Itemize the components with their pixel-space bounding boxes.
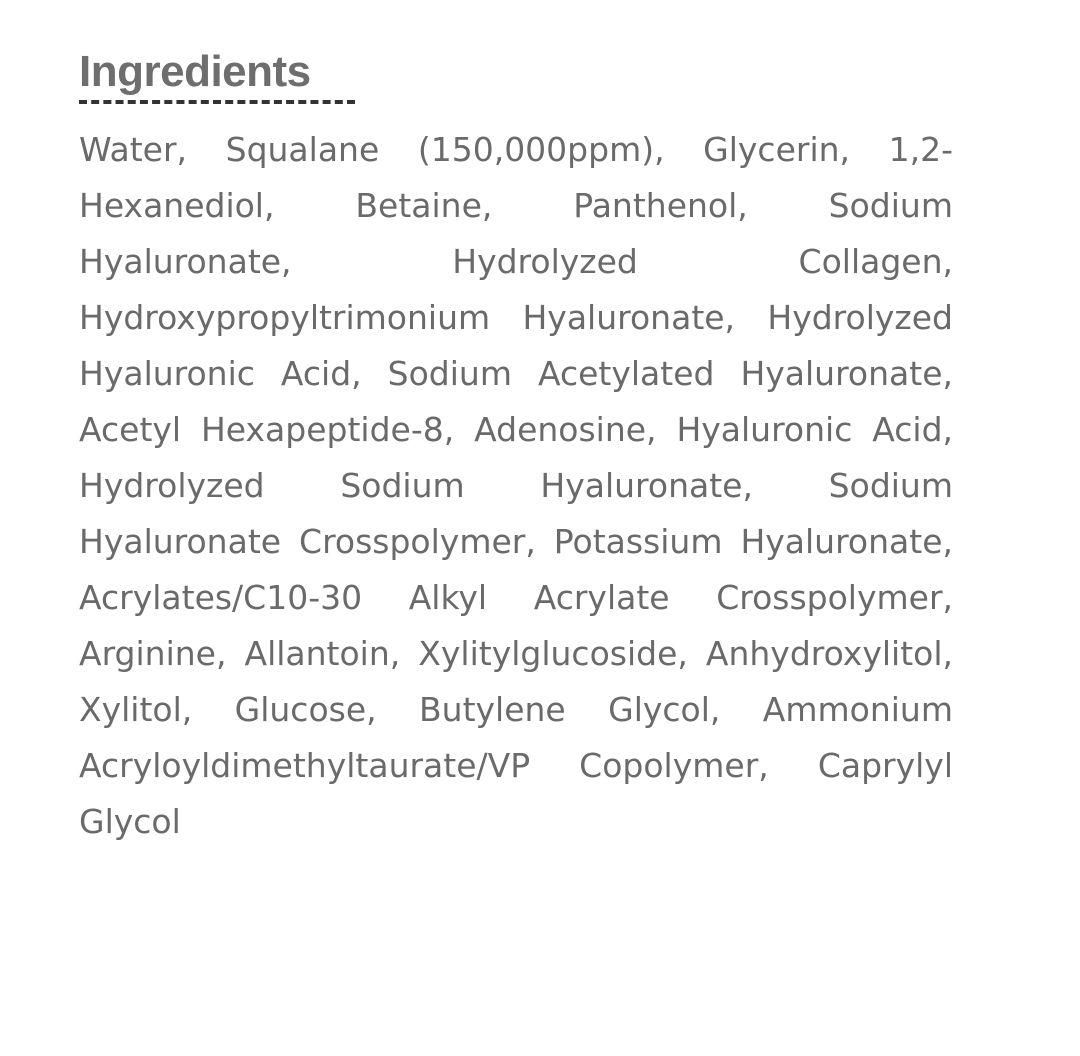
heading-dashed-underline	[79, 100, 355, 104]
ingredients-heading: Ingredients	[79, 47, 311, 96]
ingredients-list-text: Water, Squalane (150,000ppm), Glycerin, 1,2-Hexanediol, Betaine, Panthenol, Sodium Hyaluronate, Hydrolyzed Collagen, Hydroxypropyltrimonium Hyaluronate, Hydrolyzed Hyaluronic Acid, Sodium Acetylated Hyaluronate, Acetyl Hexapeptide-8, Adenosine, Hyaluronic Acid, Hydrolyzed Sodium Hyaluronate, Sodium Hyaluronate Crosspolymer, Potassium Hyaluronate, Acrylates/C10-30 Alkyl Acrylate Crosspolymer, Arginine, Allantoin, Xylitylglucoside, Anhydroxylitol, Xylitol, Glucose, Butylene Glycol, Ammonium Acryloyldimethyltaurate/VP Copolymer, Caprylyl Glycol	[79, 130, 953, 841]
ingredients-section	[79, 44, 953, 850]
